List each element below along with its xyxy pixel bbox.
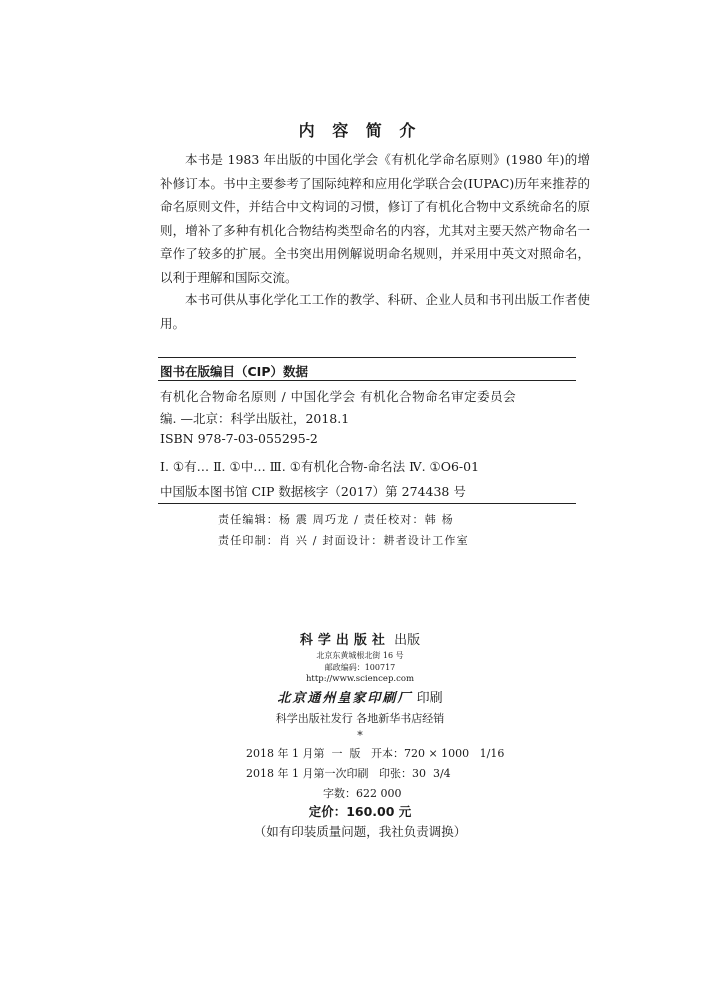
summary-paragraph-2: 本书可供从事化学化工工作的教学、科研、企业人员和书刊出版工作者使用。 xyxy=(160,292,590,331)
publisher-suffix: 出版 xyxy=(394,633,421,648)
publisher-address: 北京东黄城根北街 16 号 xyxy=(316,651,404,660)
distribution-line: 科学出版社发行 各地新华书店经销 xyxy=(275,712,445,725)
quality-notice: （如有印装质量问题，我社负责调换） xyxy=(253,824,467,839)
spec-printing-sheets: 2018 年 1 月第一次印刷 印张：30 3/4 xyxy=(246,767,451,780)
cip-classification-line: Ⅰ. ①有… Ⅱ. ①中… Ⅲ. ①有机化合物-命名法 Ⅳ. ①O6-01 xyxy=(160,459,480,474)
cip-isbn-line: ISBN 978-7-03-055295-2 xyxy=(160,431,318,446)
cip-top-rule xyxy=(158,357,576,358)
summary-title: 内 容 简 介 xyxy=(298,121,422,140)
cip-title-line: 有机化合物命名原则 / 中国化学会 有机化合物命名审定委员会 xyxy=(160,389,517,404)
price: 定价：160.00 元 xyxy=(308,804,412,819)
publisher-url: http://www.sciencep.com xyxy=(305,674,415,684)
publisher-name xyxy=(0,629,720,648)
printer-logo-text: 北京通州皇家印刷厂 xyxy=(277,691,413,706)
printer-line xyxy=(0,687,720,706)
cip-record-number-line: 中国版本图书馆 CIP 数据核字（2017）第 274438 号 xyxy=(160,484,466,499)
credits-production-line: 责任印制：肖 兴 / 封面设计：耕者设计工作室 xyxy=(218,534,469,547)
spec-word-count: 字数：622 000 xyxy=(323,787,402,800)
summary-paragraph-1: 本书是 1983 年出版的中国化学会《有机化学命名原则》(1980 年)的增补修订本。书中主要参考了国际纯粹和应用化学联合会(IUPAC)历年来推荐的命名原则文件，并结合中文构词的习惯，修订了有机化合物中文系统命名的原则，增补了多种有机化合物结构类型命名的内容，尤其对主要天然产物命名一章作了较多的扩展。全书突出用例解说明命名规则，并采用中英文对照命名，以利于理解和国际交流。 xyxy=(160,152,590,285)
spec-edition-format: 2018 年 1 月第 一 版 开本：720 × 1000 1/16 xyxy=(246,747,505,760)
credits-editor-line: 责任编辑：杨 震 周巧龙 / 责任校对：韩 杨 xyxy=(218,513,454,526)
printer-suffix: 印刷 xyxy=(416,691,443,706)
publisher-logo-text: 科学出版社 xyxy=(299,633,390,648)
publisher-zip: 邮政编码：100717 xyxy=(324,663,396,672)
cip-header-rule xyxy=(158,380,576,381)
cip-bottom-rule xyxy=(158,503,576,504)
cip-publisher-line: 编. —北京：科学出版社，2018.1 xyxy=(160,411,350,426)
separator-asterisk: * xyxy=(357,729,363,742)
cip-header: 图书在版编目（CIP）数据 xyxy=(160,364,308,379)
